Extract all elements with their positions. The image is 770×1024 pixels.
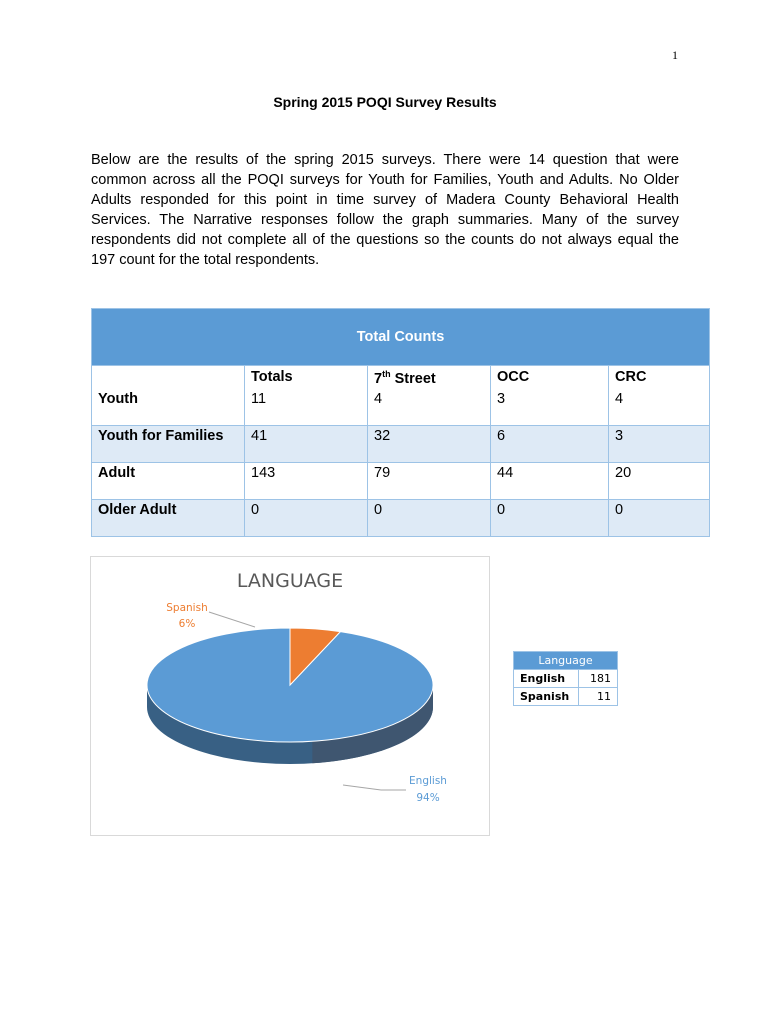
language-count: 181 <box>579 670 618 688</box>
intro-paragraph <box>91 150 679 270</box>
intro-line: Below are the results of the spring 2015 surveys. There were 14 question that were <box>91 152 679 168</box>
language-table <box>513 651 618 706</box>
cell-seventh: 4 <box>368 389 491 426</box>
pie-chart-svg <box>91 557 489 835</box>
cell-crc: 4 <box>609 389 710 426</box>
cell-totals: 0 <box>245 499 368 536</box>
intro-line: respondents did not complete all of the questions so the counts do not always equal the <box>91 232 679 248</box>
spanish-leader-line <box>209 612 255 627</box>
cell-occ: 3 <box>491 389 609 426</box>
table-row <box>92 462 710 499</box>
table-banner: Total Counts <box>92 309 710 366</box>
cell-occ: 44 <box>491 462 609 499</box>
total-counts-table <box>91 308 710 537</box>
cell-totals: 11 <box>245 389 368 426</box>
cell-occ: 6 <box>491 425 609 462</box>
header-seventh-base: 7 <box>374 370 383 387</box>
pie-layer <box>147 628 433 764</box>
language-label: Spanish <box>514 688 579 706</box>
intro-line: Adults responded for this point in time survey of Madera County Behavioral Health <box>91 192 679 208</box>
header-empty <box>92 366 245 389</box>
header-seventh-rest: Street <box>390 370 436 387</box>
cell-crc: 3 <box>609 425 710 462</box>
header-seventh-sup: th <box>382 369 391 379</box>
table-row <box>514 670 618 688</box>
cell-totals: 143 <box>245 462 368 499</box>
cell-totals: 41 <box>245 425 368 462</box>
english-slice-percent: 94% <box>416 792 440 804</box>
intro-line: 197 count for the total respondents. <box>91 252 320 268</box>
spanish-slice-name: Spanish <box>166 602 208 614</box>
cell-crc: 20 <box>609 462 710 499</box>
language-label: English <box>514 670 579 688</box>
cell-seventh: 79 <box>368 462 491 499</box>
table-row <box>92 499 710 536</box>
row-label: Youth for Families <box>92 425 245 462</box>
language-pie-chart <box>90 556 490 836</box>
cell-seventh: 32 <box>368 425 491 462</box>
cell-seventh: 0 <box>368 499 491 536</box>
english-slice-name: English <box>409 775 447 787</box>
page-number: 1 <box>672 48 678 62</box>
row-label: Youth <box>92 389 245 426</box>
header-seventh-street <box>368 366 491 389</box>
chart-title: LANGUAGE <box>236 570 344 592</box>
header-totals: Totals <box>245 366 368 389</box>
table-row <box>92 425 710 462</box>
row-label: Adult <box>92 462 245 499</box>
language-count: 11 <box>579 688 618 706</box>
header-crc: CRC <box>609 366 710 389</box>
row-label: Older Adult <box>92 499 245 536</box>
language-table-header: Language <box>514 652 618 670</box>
document-title: Spring 2015 POQI Survey Results <box>273 94 497 110</box>
intro-line: common across all the POQI surveys for Youth for Families, Youth and Adults. No Older <box>91 172 679 188</box>
english-leader-line-2 <box>343 785 381 790</box>
cell-occ: 0 <box>491 499 609 536</box>
header-occ: OCC <box>491 366 609 389</box>
table-header-row <box>92 366 710 389</box>
table-row <box>514 688 618 706</box>
intro-line: Services. The Narrative responses follow the graph summaries. Many of the survey <box>91 212 679 228</box>
cell-crc: 0 <box>609 499 710 536</box>
table-row <box>92 389 710 426</box>
spanish-slice-percent: 6% <box>178 618 196 630</box>
